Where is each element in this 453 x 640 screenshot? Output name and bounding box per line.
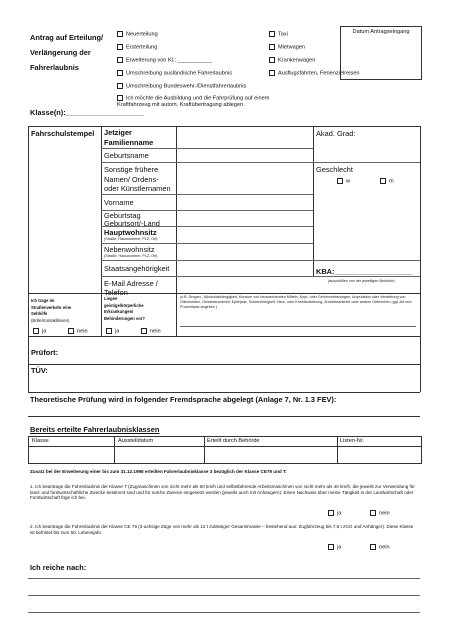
- klasse-t-ja[interactable]: [328, 510, 341, 516]
- checkbox[interactable]: [117, 44, 123, 50]
- nein-label: nein: [379, 544, 390, 551]
- checkbox[interactable]: [68, 328, 74, 334]
- kba-label[interactable]: KBA:___________________: [316, 267, 413, 276]
- option-ausflug[interactable]: [269, 70, 359, 76]
- option-label: Erweiterung von Kl.: ___________: [126, 57, 212, 64]
- fahrschulstempel-label: Fahrschulstempel: [31, 129, 95, 138]
- reiche-nach-label: Ich reiche nach:: [30, 563, 87, 572]
- hauptwohnsitz-note: (Straße, Hausnummer, PLZ, Ort): [104, 237, 158, 241]
- option-label: Ausflugsfahrten, Ferienzielreisen: [278, 70, 360, 77]
- option-neuerteilung[interactable]: [117, 31, 158, 37]
- option-umschreibung-bw[interactable]: [117, 83, 246, 89]
- checkbox[interactable]: [269, 31, 275, 37]
- sehhilfe-ja[interactable]: [33, 328, 46, 334]
- checkbox[interactable]: [141, 328, 147, 334]
- geschlecht-label: Geschlecht: [316, 165, 353, 174]
- column-header: Klasse: [32, 438, 49, 444]
- form-title: [30, 30, 103, 75]
- m-label: m: [389, 178, 394, 185]
- option-label: Krankenwagen: [278, 57, 316, 64]
- checkbox[interactable]: [337, 178, 343, 184]
- checkbox[interactable]: [370, 510, 376, 516]
- checkbox[interactable]: [380, 178, 386, 184]
- option-erweiterung[interactable]: [117, 57, 212, 63]
- erteilte-title: Bereits erteilte Fahrerlaubnisklassen: [30, 425, 160, 434]
- option-ersterteilung[interactable]: [117, 44, 157, 50]
- staatsangehoerigkeit-label: Staatsangehörigkeit: [104, 264, 170, 273]
- telefon-text: Telefon: [104, 288, 128, 297]
- checkbox[interactable]: [117, 95, 123, 101]
- jetziger-text: Jetziger: [104, 128, 132, 137]
- zusatz-title: Zusatz bei der Erweiterung einer bis zum 31.12.1998 erteilten Fahrerlaubnisklasse 3 bezüglich der Klasse CE79 und T:: [30, 469, 287, 474]
- checkbox[interactable]: [33, 328, 39, 334]
- option-label: Umschreibung Bundeswehr-/Dienstfahrerlaubnis: [126, 83, 247, 90]
- erkrankungen-line: Liegen: [104, 296, 118, 301]
- klasse-ce79-ja[interactable]: [328, 544, 341, 550]
- erkrankungen-nein[interactable]: [141, 328, 161, 334]
- sehhilfe-line: (Brille/Kontaktlinsen): [31, 317, 70, 323]
- checkbox[interactable]: [117, 70, 123, 76]
- ja-label: ja: [115, 328, 120, 335]
- nein-label: nein: [77, 328, 88, 335]
- column-header: Listen-Nr.: [340, 438, 364, 444]
- familienname-text: Familienname: [104, 138, 154, 147]
- sonstige-line: Namen/ Ordens-: [104, 174, 159, 184]
- akad-grad-label: Akad. Grad:: [316, 129, 356, 138]
- option-mietwagen[interactable]: [269, 44, 305, 50]
- checkbox[interactable]: [328, 544, 334, 550]
- hauptwohnsitz-label: Hauptwohnsitz: [104, 228, 157, 237]
- nein-label: nein: [150, 328, 161, 335]
- klasse-label: Klasse(n):___________________: [30, 108, 144, 117]
- erkrankungen-ja[interactable]: [106, 328, 119, 334]
- option-umschreibung-ausl[interactable]: [117, 70, 232, 76]
- checkbox[interactable]: [269, 57, 275, 63]
- ja-label: ja: [337, 544, 342, 551]
- checkbox[interactable]: [106, 328, 112, 334]
- option-label: Neuerteilung: [126, 31, 158, 38]
- checkbox[interactable]: [328, 510, 334, 516]
- vorname-label: Vorname: [104, 198, 134, 207]
- option-taxi[interactable]: [269, 31, 288, 37]
- checkbox[interactable]: [117, 83, 123, 89]
- nebenwohnsitz-note: (Straße, Hausnummer, PLZ, Ort): [104, 254, 158, 258]
- sehhilfe-label: [31, 298, 71, 324]
- option-label: Ich möchte die Ausbildung und die Fahrprüfung auf einem Kraftfahrzeug mit autom. Kraftübertragung ablegen.: [117, 95, 270, 109]
- erkrankungen-label: [104, 296, 145, 322]
- klasse-t-nein[interactable]: [370, 510, 390, 516]
- ja-label: ja: [337, 510, 342, 517]
- column-header: Ausstelldatum: [118, 438, 154, 444]
- option-label: Ersterteilung: [126, 44, 158, 51]
- email-text: E-Mail Adresse /: [104, 279, 158, 288]
- option-label: Mietwagen: [278, 44, 306, 51]
- option-automatik[interactable]: [117, 95, 287, 109]
- zusatz-p1: 1. Ich beantrage die Fahrerlaubnis der Klasse T (Zugmaschinen von nicht mehr als 60 km/h und selbstfahrende Arbeitsmaschinen von nicht mehr als 40 km/h, die jeweils zur Verwendung für land- und forstwirtschaftliche Zwecke bestimmt sind und für solche Zwecke eingesetzt werden (jeweils auch mit Anhängern). Einen Nachweis über meine Tätigkeit in der Landwirtschaft oder Forstwirtschaft füge ich bei.: [30, 484, 415, 501]
- option-krankenwagen[interactable]: [269, 57, 315, 63]
- pruefort-label[interactable]: Prüfort:: [31, 348, 59, 357]
- sehhilfe-line: Straßenverkehr eine: [31, 304, 72, 310]
- erteilte-table[interactable]: [28, 436, 422, 464]
- checkbox[interactable]: [117, 31, 123, 37]
- checkbox[interactable]: [117, 57, 123, 63]
- email-label: [104, 279, 158, 297]
- nebenwohnsitz-label: Nebenwohnsitz: [104, 245, 155, 254]
- sehhilfe-nein[interactable]: [68, 328, 88, 334]
- option-label: Taxi: [278, 31, 288, 38]
- geschlecht-w[interactable]: [337, 178, 350, 184]
- sehhilfe-line: Ich trage im: [31, 298, 55, 303]
- familienname-label: [104, 128, 153, 148]
- sonstige-namen-label: [104, 165, 171, 194]
- klasse-ce79-nein[interactable]: [370, 544, 390, 550]
- geburtstag-label: [104, 212, 160, 228]
- datum-label: Datum Antragseingang: [352, 29, 410, 35]
- erkrankungen-line: geistige/körperliche: [104, 302, 144, 308]
- erkrankungen-line: Behinderungen vor?: [104, 315, 145, 321]
- sonstige-line: oder Künstlernamen: [104, 184, 171, 193]
- geburtsort-text: Geburtsort/-Land: [104, 219, 160, 228]
- w-label: w: [346, 178, 351, 185]
- geburtsname-label: Geburtsname: [104, 151, 149, 160]
- ja-label: ja: [42, 328, 47, 335]
- column-header: Erteilt durch Behörde: [207, 438, 260, 444]
- checkbox[interactable]: [269, 70, 275, 76]
- zusatz-p2: 2. Ich beantrage die Fahrerlaubnis der Klasse CE 79 (3-achsige Züge von mehr als 12 t zulässiger Gesamtmasse – bestehend aus: Zugfahrzeug bis 7,5 t zGG und Anhänger). Diese Klasse ist befristet bis zum 50. Lebensjahr.: [30, 524, 414, 535]
- sonstige-line: Sonstige frühere: [104, 165, 159, 174]
- tuev-label[interactable]: TÜV:: [31, 366, 48, 375]
- fremdsprache-label: Theoretische Prüfung wird in folgender Fremdsprache abgelegt (Anlage 7, Nr. 1.3 FEV):: [30, 395, 337, 404]
- kba-note: (auszufüllen von der jeweiligen Behörde): [328, 279, 395, 283]
- geschlecht-m[interactable]: [380, 178, 394, 184]
- checkbox[interactable]: [269, 44, 275, 50]
- sehhilfe-line: Sehhilfe: [31, 311, 48, 316]
- title-line-3: Fahrerlaubnis: [30, 63, 79, 72]
- erkrankungen-line: Erkrankungen/: [104, 309, 134, 314]
- checkbox[interactable]: [370, 544, 376, 550]
- nein-label: nein: [379, 510, 390, 517]
- option-label: Umschreibung ausländische Fahrerlaubnis: [126, 70, 233, 77]
- erkrankungen-note: (z.B. Drogen-, Alkoholabhängigkeit, Konsum von berauschenden Mitteln, Kopf- oder Gehirnverletzungen, Amputation oder Versteifung von Gliedmaßen, Geisteskrankheit, Epilepsie, Schwerhörigkeit, Herz- oder Kreislaufstörung, Zuckerkrankheit oder andere Gebrechen; ggf. Art und Prozentsatz angeben ): [180, 295, 412, 309]
- title-line-1: Antrag auf Erteilung/: [30, 33, 104, 42]
- geburtstag-text: Geburtstag: [104, 211, 141, 220]
- title-line-2: Verlängerung der: [30, 48, 91, 57]
